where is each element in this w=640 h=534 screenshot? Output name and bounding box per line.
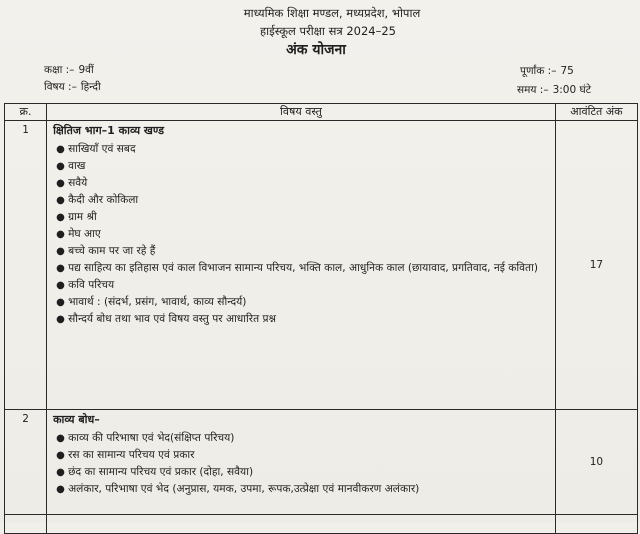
list-item: ● ग्राम श्री: [53, 209, 555, 226]
total-marks-value: 75: [560, 65, 574, 77]
list-item: ● काव्य की परिभाषा एवं भेद(संक्षिप्त परिचय): [53, 430, 555, 447]
subject-info: [44, 80, 101, 94]
row-marks: 10: [555, 410, 637, 515]
bullet-icon: ●: [56, 195, 65, 206]
header-content: विषय वस्तु: [47, 104, 556, 121]
subject-label: विषय :–: [44, 81, 77, 93]
bullet-icon: ●: [56, 229, 65, 240]
row-content: [47, 121, 556, 410]
list-item: ● कैदी और कोकिला: [53, 192, 555, 209]
bullet-icon: ●: [56, 246, 65, 257]
total-marks-info: [520, 64, 574, 78]
bullet-icon: ●: [56, 297, 65, 308]
row-marks: [555, 515, 637, 534]
bullet-icon: ●: [56, 212, 65, 223]
bullet-icon: ●: [56, 467, 65, 478]
list-item: ● सौन्दर्य बोध तथा भाव एवं विषय वस्तु पर आधारित प्रश्न: [53, 311, 555, 328]
bullet-icon: ●: [56, 161, 65, 172]
time-label: समय :–: [517, 84, 549, 96]
list-item: ● अलंकार, परिभाषा एवं भेद (अनुप्रास, यमक, उपमा, रूपक,उत्प्रेक्षा एवं मानवीकरण अलंकार): [53, 481, 555, 498]
bullet-icon: ●: [56, 484, 65, 495]
total-marks-label: पूर्णांक :–: [520, 65, 557, 77]
row-serial: 2: [5, 410, 47, 515]
topic-list: [53, 430, 555, 498]
time-value: 3:00 घंटे: [552, 84, 592, 96]
bullet-icon: ●: [56, 433, 65, 444]
class-label: कक्षा :–: [44, 64, 75, 76]
marking-scheme-table: [4, 103, 638, 534]
list-item: ● बच्चे काम पर जा रहे हैं: [53, 243, 555, 260]
section-title: काव्य बोध–: [53, 413, 100, 426]
list-item: ● सवैये: [53, 175, 555, 192]
list-item: ● वाख: [53, 158, 555, 175]
page-title: अंक योजना: [286, 42, 346, 58]
table-row: [5, 515, 638, 534]
time-info: [517, 83, 591, 97]
bullet-icon: ●: [56, 280, 65, 291]
row-serial: [5, 515, 47, 534]
bullet-icon: ●: [56, 263, 65, 274]
subject-value: हिन्दी: [80, 81, 101, 93]
bullet-icon: ●: [56, 178, 65, 189]
board-name: माध्यमिक शिक्षा मण्डल, मध्यप्रदेश, भोपाल: [243, 6, 421, 20]
row-serial: 1: [5, 121, 47, 410]
table-header-row: [5, 104, 638, 121]
header-marks: आवंटित अंक: [555, 104, 637, 121]
list-item: ● मेघ आए: [53, 226, 555, 243]
list-item: ● रस का सामान्य परिचय एवं प्रकार: [53, 447, 555, 464]
table-row: [5, 410, 638, 515]
bullet-icon: ●: [56, 450, 65, 461]
list-item: ● पद्य साहित्य का इतिहास एवं काल विभाजन सामान्य परिचय, भक्ति काल, आधुनिक काल (छायावाद, प्रगतिवाद, नई कविता): [53, 260, 555, 277]
row-content: [47, 515, 556, 534]
table-row: [5, 121, 638, 410]
row-marks: 17: [555, 121, 637, 410]
list-item: ● कवि परिचय: [53, 277, 555, 294]
section-title: क्षितिज भाग–1 काव्य खण्ड: [53, 124, 165, 137]
list-item: ● भावार्थ : (संदर्भ, प्रसंग, भावार्थ, काव्य सौन्दर्य): [53, 294, 555, 311]
list-item: ● साखियाँ एवं सबद: [53, 141, 555, 158]
header-serial: क्र.: [5, 104, 47, 121]
class-info: [44, 63, 94, 77]
exam-session: हाईस्कूल परीक्षा सत्र 2024–25: [259, 24, 396, 38]
bullet-icon: ●: [56, 314, 65, 325]
list-item: ● छंद का सामान्य परिचय एवं प्रकार (दोहा, सवैया): [53, 464, 555, 481]
row-content: [47, 410, 556, 515]
class-value: 9वीं: [78, 64, 94, 76]
topic-list: [53, 141, 555, 328]
bullet-icon: ●: [56, 144, 65, 155]
